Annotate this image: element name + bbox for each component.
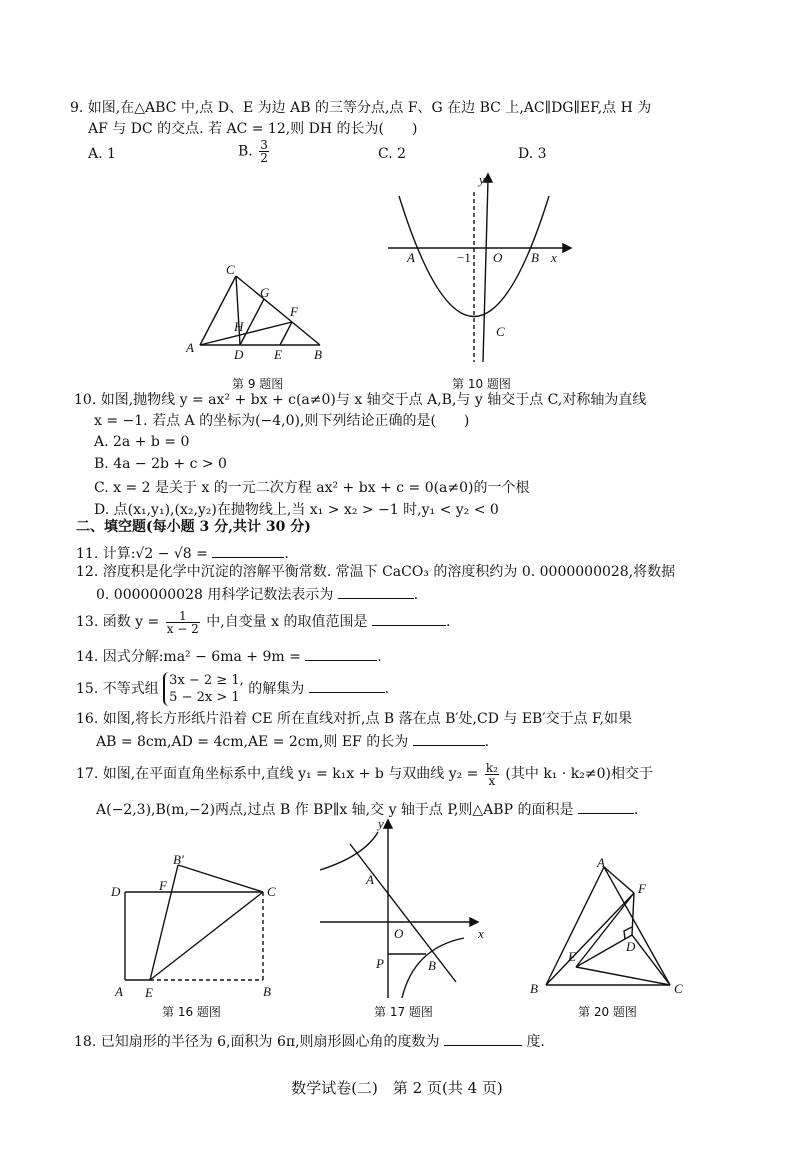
q11-text: 11. 计算:√2 − √8 = xyxy=(76,546,208,562)
q17-k-den: x xyxy=(488,773,496,788)
fig9-seg-dc xyxy=(236,276,240,345)
fig9-label-a: A xyxy=(186,340,194,355)
q11-line: 11. 计算:√2 − √8 = . xyxy=(76,543,289,563)
q9-option-b-num: 3 xyxy=(260,138,268,152)
fig9-seg-af xyxy=(200,322,292,345)
fig9-label-g: G xyxy=(260,285,270,300)
fig16-seg-bprimec xyxy=(178,865,263,892)
page-footer: 数学试卷(二) 第 2 页(共 4 页) xyxy=(291,1079,503,1097)
q14-answer-blank[interactable] xyxy=(305,646,377,661)
q18-unit: 度. xyxy=(526,1034,545,1050)
fig10-label-b: B xyxy=(531,250,539,265)
fig17-label-y: y xyxy=(378,816,384,831)
fig17-label-x: x xyxy=(478,926,484,941)
fig20-label-d: D xyxy=(626,939,636,954)
fig9-caption: 第 9 题图 xyxy=(232,377,284,391)
q17-line2: A(−2,3),B(m,−2)两点,过点 B 作 BP∥x 轴,交 y 轴于点 P,则△ABP 的面积是 . xyxy=(96,799,638,819)
fig16-seg-ec xyxy=(150,892,263,980)
q10-option-b: B. 4a − 2b + c > 0 xyxy=(94,456,227,472)
q16-line1: 16. 如图,将长方形纸片沿着 CE 所在直线对折,点 B 落在点 B′处,CD 与 EB′交于点 F,如果 xyxy=(76,711,632,727)
figure-10 xyxy=(385,172,575,372)
q18-line xyxy=(74,1031,545,1051)
figure-17 xyxy=(318,812,493,1000)
q15-suffix: 的解集为 xyxy=(248,681,305,697)
fig10-caption: 第 10 题图 xyxy=(452,377,511,391)
q13-num: 1 xyxy=(166,610,200,623)
fig16-caption: 第 16 题图 xyxy=(162,1005,221,1019)
q9-line2: AF 与 DC 的交点. 若 AC = 12,则 DH 的长为( ) xyxy=(88,121,418,137)
fig20-seg-ab xyxy=(546,867,604,985)
q12-line2-text: 0. 0000000028 用科学记数法表示为 xyxy=(96,587,334,603)
q10-line1: 10. 如图,抛物线 y = ax² + bx + c(a≠0)与 x 轴交于点 A,B,与 y 轴交于点 C,对称轴为直线 xyxy=(74,392,647,408)
q17-fraction xyxy=(485,762,499,787)
q18-answer-blank[interactable] xyxy=(444,1031,522,1046)
fig20-seg-af xyxy=(604,867,634,893)
fig17-line-y1 xyxy=(350,844,456,982)
fig17-hyperbola-upper xyxy=(320,832,378,870)
q9-option-c: C. 2 xyxy=(378,146,407,162)
fig9-seg-dg xyxy=(240,299,264,345)
q15-eq2: 5 − 2x > 1 xyxy=(169,690,240,705)
fig16-label-e: E xyxy=(145,985,153,1000)
q18-text: 18. 已知扇形的半径为 6,面积为 6π,则扇形圆心角的度数为 xyxy=(74,1034,440,1050)
fig16-label-d: D xyxy=(111,884,121,899)
q9-option-b-fraction xyxy=(259,139,269,164)
fig20-label-e: E xyxy=(568,949,576,964)
q16-line2: AB = 8cm,AD = 4cm,AE = 2cm,则 EF 的长为 . xyxy=(96,731,489,751)
fig17-label-b: B xyxy=(428,958,436,973)
q12-line2: 0. 0000000028 用科学记数法表示为 . xyxy=(96,584,418,604)
q13-fraction xyxy=(166,610,200,635)
q10-option-a: A. 2a + b = 0 xyxy=(94,434,190,450)
q9-option-d: D. 3 xyxy=(518,146,547,162)
q13-answer-blank[interactable] xyxy=(372,611,446,626)
figure-16 xyxy=(105,852,285,1002)
q17-line2-text: A(−2,3),B(m,−2)两点,过点 B 作 BP∥x 轴,交 y 轴于点 P,则△ABP 的面积是 xyxy=(96,802,574,818)
fig10-label-x: x xyxy=(551,250,557,265)
q14-line: 14. 因式分解:ma² − 6ma + 9m = . xyxy=(76,646,382,666)
q13-den: x − 2 xyxy=(166,621,199,636)
q9-option-b-den: 2 xyxy=(260,151,268,165)
figure-9 xyxy=(180,260,340,370)
q16-line2-text: AB = 8cm,AD = 4cm,AE = 2cm,则 EF 的长为 xyxy=(96,734,409,750)
section-fill-in-heading: 二、填空题(每小题 3 分,共计 30 分) xyxy=(76,519,311,535)
fig20-label-c: C xyxy=(674,981,683,996)
q9-option-a: A. 1 xyxy=(88,146,116,162)
q17-k-num: k₂ xyxy=(485,760,498,775)
q15-eq1: 3x − 2 ≥ 1, xyxy=(169,673,244,688)
fig10-y-axis xyxy=(483,180,488,362)
q15-system xyxy=(163,672,244,706)
fig9-label-f: F xyxy=(290,304,298,319)
fig10-label-y: y xyxy=(479,172,485,187)
q13-line: 13. 函数 y = $\frac{1}{x - 2}$ 中,自变量 x 的取值范围是 . xyxy=(76,608,451,636)
fig20-seg-ac xyxy=(604,867,670,985)
q15-answer-blank[interactable] xyxy=(309,678,385,693)
q15-line: 15. 不等式组 3x − 2 ≥ 1, 5 − 2x > 1 的解集为 . xyxy=(76,673,390,705)
fig20-seg-dc xyxy=(632,935,670,985)
fig16-label-b: B xyxy=(263,984,271,999)
fig10-y-arrow xyxy=(484,174,492,182)
q9-option-b xyxy=(238,139,271,164)
fig9-label-h: H xyxy=(234,319,244,334)
fig16-label-c: C xyxy=(267,884,276,899)
fig20-seg-bf xyxy=(546,893,634,985)
fig9-label-e: E xyxy=(274,347,282,362)
fig9-seg-ac xyxy=(200,276,236,345)
fig17-label-p: P xyxy=(376,956,384,971)
fig17-label-a: A xyxy=(366,872,374,887)
fig20-label-b: B xyxy=(530,981,538,996)
fig10-label-minus1: −1 xyxy=(457,250,471,265)
fig17-label-o: O xyxy=(394,926,404,941)
fig10-x-arrow xyxy=(563,244,571,252)
fig16-label-f: F xyxy=(159,878,167,893)
fig20-label-a: A xyxy=(597,855,605,870)
q17-line1-prefix: 17. 如图,在平面直角坐标系中,直线 y₁ = k₁x + b 与双曲线 y₂ = xyxy=(76,766,479,782)
fig20-seg-ec xyxy=(576,967,670,985)
q17-line1-suffix: (其中 k₁ · k₂≠0)相交于 xyxy=(505,766,653,782)
q12-line1: 12. 溶度积是化学中沉淀的溶解平衡常数. 常温下 CaCO₃ 的溶度积约为 0. 0000000028,将数据 xyxy=(76,564,676,580)
fig20-label-f: F xyxy=(638,881,646,896)
fig17-y-arrow xyxy=(384,820,392,828)
q13-prefix: 13. 函数 y = xyxy=(76,614,160,630)
fig9-label-c: C xyxy=(226,262,235,277)
fig16-label-bprime: B′ xyxy=(173,852,184,867)
fig17-caption: 第 17 题图 xyxy=(374,1005,433,1019)
q17-answer-blank[interactable] xyxy=(578,799,634,814)
q15-prefix: 15. 不等式组 xyxy=(76,681,159,697)
fig9-label-b: B xyxy=(314,347,322,362)
fig9-label-d: D xyxy=(234,347,244,362)
fig10-label-o: O xyxy=(493,250,503,265)
q10-option-d: D. 点(x₁,y₁),(x₂,y₂)在抛物线上,当 x₁ > x₂ > −1 时,y₁ < y₂ < 0 xyxy=(94,502,499,518)
fig10-label-c: C xyxy=(496,324,505,339)
fig16-label-a: A xyxy=(115,984,123,999)
q10-option-c: C. x = 2 是关于 x 的一元二次方程 ax² + bx + c = 0(a≠0)的一个根 xyxy=(94,480,530,496)
q10-line2: x = −1. 若点 A 的坐标为(−4,0),则下列结论正确的是( ) xyxy=(94,413,470,429)
fig9-seg-cb xyxy=(236,276,320,345)
q11-answer-blank[interactable] xyxy=(212,543,284,558)
q17-line1 xyxy=(76,760,653,788)
q16-answer-blank[interactable] xyxy=(413,731,485,746)
figure-20 xyxy=(522,855,692,1000)
q9-option-b-prefix: B. xyxy=(238,143,253,160)
q12-answer-blank[interactable] xyxy=(338,584,414,599)
q13-suffix: 中,自变量 x 的取值范围是 xyxy=(206,614,368,630)
fig20-caption: 第 20 题图 xyxy=(578,1005,637,1019)
fig17-x-arrow xyxy=(470,918,478,926)
fig20-seg-ed xyxy=(576,935,632,967)
q9-line1: 9. 如图,在△ABC 中,点 D、E 为边 AB 的三等分点,点 F、G 在边 BC 上,AC∥DG∥EF,点 H 为 xyxy=(70,100,652,116)
fig20-seg-fd xyxy=(632,893,634,935)
fig10-label-a: A xyxy=(407,250,415,265)
fig9-seg-ef xyxy=(280,322,292,345)
q14-text: 14. 因式分解:ma² − 6ma + 9m = xyxy=(76,649,301,665)
